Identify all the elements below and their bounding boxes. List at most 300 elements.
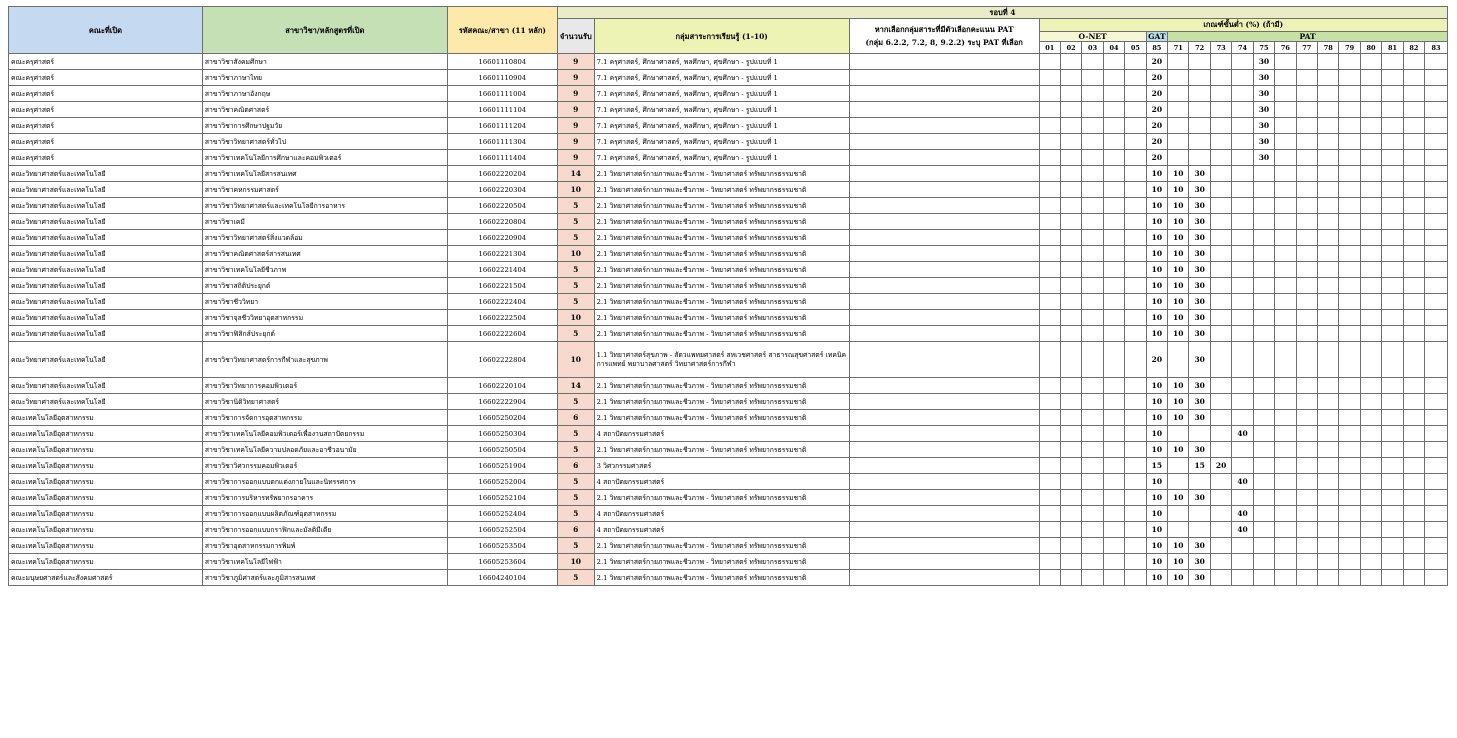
score-cell-73 [1210, 214, 1231, 230]
score-cell-82 [1403, 102, 1424, 118]
table-row [9, 378, 1448, 394]
score-cell-77 [1296, 214, 1317, 230]
header-subcol-77: 77 [1296, 42, 1317, 54]
score-cell-05 [1125, 554, 1146, 570]
score-cell-81 [1382, 458, 1403, 474]
seats-cell: 5 [557, 262, 594, 278]
score-cell-02 [1060, 86, 1081, 102]
score-cell-76 [1275, 230, 1296, 246]
group-cell: 2.1 วิทยาศาสตร์กายภาพและชีวภาพ - วิทยาศาสตร์ ทรัพยากรธรรมชาติ [594, 230, 849, 246]
score-cell-73 [1210, 70, 1231, 86]
faculty-cell: คณะครุศาสตร์ [9, 102, 203, 118]
score-cell-77 [1296, 570, 1317, 586]
score-cell-82 [1403, 342, 1424, 378]
score-cell-85: 10 [1146, 246, 1167, 262]
score-cell-80 [1360, 474, 1381, 490]
header-faculty: คณะที่เปิด [9, 7, 203, 54]
table-row [9, 102, 1448, 118]
header-subcol-71: 71 [1168, 42, 1189, 54]
score-cell-01 [1039, 538, 1060, 554]
score-cell-04 [1103, 458, 1124, 474]
group-cell: 2.1 วิทยาศาสตร์กายภาพและชีวภาพ - วิทยาศาสตร์ ทรัพยากรธรรมชาติ [594, 214, 849, 230]
score-cell-78 [1318, 522, 1339, 538]
group-cell: 7.1 ครุศาสตร์, ศึกษาศาสตร์, พลศึกษา, ศุขศึกษา - รูปแบบที่ 1 [594, 118, 849, 134]
score-cell-82 [1403, 214, 1424, 230]
score-cell-81 [1382, 198, 1403, 214]
score-cell-80 [1360, 214, 1381, 230]
score-cell-85: 10 [1146, 410, 1167, 426]
score-cell-75 [1253, 278, 1274, 294]
program-cell: สาขาวิชาการบริหารทรัพยากรอาคาร [202, 490, 447, 506]
score-cell-03 [1082, 54, 1103, 70]
score-cell-82 [1403, 54, 1424, 70]
score-cell-05 [1125, 378, 1146, 394]
score-cell-81 [1382, 474, 1403, 490]
score-cell-80 [1360, 246, 1381, 262]
code-cell: 16601111104 [447, 102, 557, 118]
score-cell-80 [1360, 506, 1381, 522]
pat-choice-cell [849, 134, 1039, 150]
table-row [9, 230, 1448, 246]
score-cell-75: 30 [1253, 134, 1274, 150]
score-cell-71 [1168, 102, 1189, 118]
score-cell-71: 10 [1168, 310, 1189, 326]
score-cell-05 [1125, 570, 1146, 586]
seats-cell: 9 [557, 86, 594, 102]
score-cell-03 [1082, 102, 1103, 118]
code-cell: 16602222504 [447, 310, 557, 326]
score-cell-81 [1382, 310, 1403, 326]
score-cell-74 [1232, 262, 1253, 278]
score-cell-74: 40 [1232, 506, 1253, 522]
score-cell-02 [1060, 490, 1081, 506]
seats-cell: 9 [557, 118, 594, 134]
score-cell-05 [1125, 474, 1146, 490]
score-cell-71 [1168, 522, 1189, 538]
score-cell-85: 10 [1146, 554, 1167, 570]
score-cell-04 [1103, 522, 1124, 538]
score-cell-05 [1125, 410, 1146, 426]
code-cell: 16604240104 [447, 570, 557, 586]
score-cell-05 [1125, 70, 1146, 86]
score-cell-04 [1103, 410, 1124, 426]
code-cell: 16602222604 [447, 326, 557, 342]
score-cell-82 [1403, 458, 1424, 474]
score-cell-74 [1232, 378, 1253, 394]
score-cell-81 [1382, 150, 1403, 166]
score-cell-76 [1275, 458, 1296, 474]
score-cell-85: 10 [1146, 230, 1167, 246]
score-cell-01 [1039, 458, 1060, 474]
score-cell-81 [1382, 410, 1403, 426]
score-cell-05 [1125, 150, 1146, 166]
code-cell: 16602220904 [447, 230, 557, 246]
score-cell-02 [1060, 102, 1081, 118]
score-cell-71 [1168, 54, 1189, 70]
score-cell-85: 20 [1146, 150, 1167, 166]
faculty-cell: คณะเทคโนโลยีอุตสาหกรรม [9, 426, 203, 442]
score-cell-03 [1082, 198, 1103, 214]
score-cell-77 [1296, 134, 1317, 150]
score-cell-79 [1339, 326, 1360, 342]
score-cell-85: 10 [1146, 198, 1167, 214]
score-cell-04 [1103, 134, 1124, 150]
faculty-cell: คณะเทคโนโลยีอุตสาหกรรม [9, 522, 203, 538]
group-cell: 4 สถาปัตยกรรมศาสตร์ [594, 522, 849, 538]
score-cell-76 [1275, 522, 1296, 538]
table-row [9, 118, 1448, 134]
program-cell: สาขาวิชาเคมี [202, 214, 447, 230]
score-cell-79 [1339, 294, 1360, 310]
score-cell-05 [1125, 134, 1146, 150]
program-cell: สาขาวิชาจุลชีววิทยาอุตสาหกรรม [202, 310, 447, 326]
score-cell-73 [1210, 134, 1231, 150]
code-cell: 16602220504 [447, 198, 557, 214]
score-cell-78 [1318, 150, 1339, 166]
pat-choice-cell [849, 410, 1039, 426]
code-cell: 16605253604 [447, 554, 557, 570]
score-cell-75 [1253, 294, 1274, 310]
score-cell-75 [1253, 262, 1274, 278]
score-cell-02 [1060, 278, 1081, 294]
score-cell-01 [1039, 474, 1060, 490]
score-cell-81 [1382, 378, 1403, 394]
score-cell-72: 30 [1189, 410, 1210, 426]
seats-cell: 9 [557, 134, 594, 150]
table-row [9, 394, 1448, 410]
score-cell-76 [1275, 86, 1296, 102]
score-cell-77 [1296, 538, 1317, 554]
seats-cell: 5 [557, 294, 594, 310]
score-cell-03 [1082, 474, 1103, 490]
score-cell-83 [1425, 474, 1448, 490]
score-cell-05 [1125, 294, 1146, 310]
score-cell-82 [1403, 490, 1424, 506]
table-row [9, 326, 1448, 342]
score-cell-71 [1168, 70, 1189, 86]
score-cell-04 [1103, 102, 1124, 118]
header-subcol-75: 75 [1253, 42, 1274, 54]
score-cell-03 [1082, 378, 1103, 394]
score-cell-80 [1360, 326, 1381, 342]
score-cell-76 [1275, 342, 1296, 378]
score-cell-78 [1318, 246, 1339, 262]
score-cell-79 [1339, 150, 1360, 166]
score-cell-78 [1318, 394, 1339, 410]
score-cell-05 [1125, 182, 1146, 198]
table-row [9, 506, 1448, 522]
score-cell-77 [1296, 262, 1317, 278]
score-cell-03 [1082, 214, 1103, 230]
score-cell-75: 30 [1253, 150, 1274, 166]
score-cell-73 [1210, 490, 1231, 506]
score-cell-03 [1082, 458, 1103, 474]
score-cell-71: 10 [1168, 538, 1189, 554]
score-cell-74 [1232, 166, 1253, 182]
score-cell-74 [1232, 570, 1253, 586]
score-cell-74 [1232, 294, 1253, 310]
score-cell-78 [1318, 326, 1339, 342]
program-cell: สาขาวิชาภาษาอังกฤษ [202, 86, 447, 102]
score-cell-78 [1318, 442, 1339, 458]
code-cell: 16601111404 [447, 150, 557, 166]
score-cell-77 [1296, 278, 1317, 294]
score-cell-76 [1275, 102, 1296, 118]
score-cell-73 [1210, 342, 1231, 378]
score-cell-83 [1425, 326, 1448, 342]
header-subcol-03: 03 [1082, 42, 1103, 54]
score-cell-73 [1210, 394, 1231, 410]
seats-cell: 5 [557, 506, 594, 522]
score-cell-02 [1060, 198, 1081, 214]
score-cell-85: 10 [1146, 326, 1167, 342]
score-cell-75 [1253, 326, 1274, 342]
group-cell: 3 วิศวกรรมศาสตร์ [594, 458, 849, 474]
score-cell-78 [1318, 490, 1339, 506]
pat-choice-cell [849, 490, 1039, 506]
score-cell-78 [1318, 54, 1339, 70]
score-cell-03 [1082, 326, 1103, 342]
score-cell-03 [1082, 490, 1103, 506]
score-cell-79 [1339, 134, 1360, 150]
score-cell-81 [1382, 522, 1403, 538]
score-cell-76 [1275, 166, 1296, 182]
faculty-cell: คณะเทคโนโลยีอุตสาหกรรม [9, 538, 203, 554]
score-cell-80 [1360, 54, 1381, 70]
code-cell: 16601110904 [447, 70, 557, 86]
score-cell-03 [1082, 134, 1103, 150]
code-cell: 16601111304 [447, 134, 557, 150]
score-cell-81 [1382, 294, 1403, 310]
score-cell-04 [1103, 150, 1124, 166]
score-cell-75 [1253, 198, 1274, 214]
score-cell-79 [1339, 458, 1360, 474]
pat-choice-cell [849, 426, 1039, 442]
group-cell: 7.1 ครุศาสตร์, ศึกษาศาสตร์, พลศึกษา, ศุขศึกษา - รูปแบบที่ 1 [594, 86, 849, 102]
code-cell: 16605252004 [447, 474, 557, 490]
score-cell-72: 30 [1189, 310, 1210, 326]
score-cell-05 [1125, 230, 1146, 246]
score-cell-83 [1425, 570, 1448, 586]
score-cell-71 [1168, 86, 1189, 102]
header-code: รหัสคณะ/สาขา (11 หลัก) [447, 7, 557, 54]
program-cell: สาขาวิชาฟิสิกส์ประยุกต์ [202, 326, 447, 342]
faculty-cell: คณะเทคโนโลยีอุตสาหกรรม [9, 442, 203, 458]
score-cell-73 [1210, 166, 1231, 182]
seats-cell: 5 [557, 538, 594, 554]
score-cell-72: 30 [1189, 442, 1210, 458]
score-cell-76 [1275, 134, 1296, 150]
score-cell-05 [1125, 442, 1146, 458]
score-cell-02 [1060, 538, 1081, 554]
code-cell: 16605250304 [447, 426, 557, 442]
score-cell-80 [1360, 102, 1381, 118]
score-cell-82 [1403, 410, 1424, 426]
score-cell-76 [1275, 118, 1296, 134]
score-cell-82 [1403, 230, 1424, 246]
score-cell-78 [1318, 278, 1339, 294]
score-cell-73 [1210, 538, 1231, 554]
score-cell-71: 10 [1168, 246, 1189, 262]
score-cell-01 [1039, 570, 1060, 586]
code-cell: 16605250504 [447, 442, 557, 458]
seats-cell: 6 [557, 522, 594, 538]
code-cell: 16605252104 [447, 490, 557, 506]
score-cell-81 [1382, 490, 1403, 506]
header-subcol-01: 01 [1039, 42, 1060, 54]
score-cell-05 [1125, 262, 1146, 278]
score-cell-73 [1210, 262, 1231, 278]
score-cell-81 [1382, 102, 1403, 118]
score-cell-80 [1360, 554, 1381, 570]
pat-choice-cell [849, 458, 1039, 474]
score-cell-04 [1103, 230, 1124, 246]
group-cell: 2.1 วิทยาศาสตร์กายภาพและชีวภาพ - วิทยาศาสตร์ ทรัพยากรธรรมชาติ [594, 310, 849, 326]
pat-choice-cell [849, 182, 1039, 198]
score-cell-01 [1039, 166, 1060, 182]
score-cell-04 [1103, 442, 1124, 458]
score-cell-05 [1125, 246, 1146, 262]
score-cell-83 [1425, 214, 1448, 230]
pat-choice-cell [849, 394, 1039, 410]
score-cell-05 [1125, 458, 1146, 474]
score-cell-81 [1382, 554, 1403, 570]
score-cell-79 [1339, 102, 1360, 118]
program-cell: สาขาวิชาวิศวกรรมคอมพิวเตอร์ [202, 458, 447, 474]
score-cell-73 [1210, 246, 1231, 262]
score-cell-78 [1318, 474, 1339, 490]
score-cell-81 [1382, 394, 1403, 410]
score-cell-78 [1318, 118, 1339, 134]
code-cell: 16602222804 [447, 342, 557, 378]
score-cell-03 [1082, 410, 1103, 426]
group-cell: 7.1 ครุศาสตร์, ศึกษาศาสตร์, พลศึกษา, ศุขศึกษา - รูปแบบที่ 1 [594, 54, 849, 70]
score-cell-82 [1403, 86, 1424, 102]
score-cell-73 [1210, 326, 1231, 342]
score-cell-75 [1253, 378, 1274, 394]
pat-choice-cell [849, 522, 1039, 538]
score-cell-79 [1339, 54, 1360, 70]
score-cell-79 [1339, 442, 1360, 458]
group-cell: 2.1 วิทยาศาสตร์กายภาพและชีวภาพ - วิทยาศาสตร์ ทรัพยากรธรรมชาติ [594, 278, 849, 294]
score-cell-02 [1060, 342, 1081, 378]
score-cell-74 [1232, 458, 1253, 474]
score-cell-81 [1382, 246, 1403, 262]
score-cell-81 [1382, 118, 1403, 134]
score-cell-01 [1039, 54, 1060, 70]
score-cell-85: 10 [1146, 294, 1167, 310]
faculty-cell: คณะครุศาสตร์ [9, 54, 203, 70]
score-cell-83 [1425, 70, 1448, 86]
header-seats: จำนวนรับ [557, 19, 594, 54]
score-cell-05 [1125, 394, 1146, 410]
score-cell-01 [1039, 134, 1060, 150]
score-cell-83 [1425, 490, 1448, 506]
group-cell: 2.1 วิทยาศาสตร์กายภาพและชีวภาพ - วิทยาศาสตร์ ทรัพยากรธรรมชาติ [594, 326, 849, 342]
group-cell: 2.1 วิทยาศาสตร์กายภาพและชีวภาพ - วิทยาศาสตร์ ทรัพยากรธรรมชาติ [594, 166, 849, 182]
score-cell-82 [1403, 134, 1424, 150]
seats-cell: 9 [557, 54, 594, 70]
score-cell-74 [1232, 214, 1253, 230]
score-cell-73 [1210, 442, 1231, 458]
score-cell-02 [1060, 410, 1081, 426]
score-cell-79 [1339, 426, 1360, 442]
score-cell-85: 10 [1146, 166, 1167, 182]
score-cell-04 [1103, 166, 1124, 182]
score-cell-83 [1425, 522, 1448, 538]
score-cell-79 [1339, 230, 1360, 246]
score-cell-02 [1060, 262, 1081, 278]
score-cell-03 [1082, 426, 1103, 442]
score-cell-74 [1232, 134, 1253, 150]
header-min-score: เกณฑ์ขั้นต่ำ (%) (ถ้ามี) [1039, 19, 1447, 32]
score-cell-77 [1296, 490, 1317, 506]
score-cell-72: 30 [1189, 278, 1210, 294]
score-cell-82 [1403, 278, 1424, 294]
code-cell: 16602221504 [447, 278, 557, 294]
score-cell-82 [1403, 166, 1424, 182]
score-cell-05 [1125, 102, 1146, 118]
table-row [9, 166, 1448, 182]
score-cell-85: 20 [1146, 54, 1167, 70]
faculty-cell: คณะวิทยาศาสตร์และเทคโนโลยี [9, 294, 203, 310]
score-cell-72 [1189, 86, 1210, 102]
score-cell-85: 20 [1146, 102, 1167, 118]
code-cell: 16605252404 [447, 506, 557, 522]
score-cell-76 [1275, 198, 1296, 214]
pat-choice-cell [849, 554, 1039, 570]
score-cell-71: 10 [1168, 326, 1189, 342]
header-onet: O-NET [1039, 32, 1146, 42]
score-cell-72 [1189, 474, 1210, 490]
faculty-cell: คณะเทคโนโลยีอุตสาหกรรม [9, 506, 203, 522]
score-cell-05 [1125, 86, 1146, 102]
table-row [9, 570, 1448, 586]
faculty-cell: คณะเทคโนโลยีอุตสาหกรรม [9, 458, 203, 474]
score-cell-75 [1253, 426, 1274, 442]
score-cell-85: 20 [1146, 70, 1167, 86]
pat-choice-cell [849, 278, 1039, 294]
score-cell-03 [1082, 150, 1103, 166]
score-cell-78 [1318, 426, 1339, 442]
score-cell-73 [1210, 554, 1231, 570]
score-cell-81 [1382, 262, 1403, 278]
header-subcol-78: 78 [1318, 42, 1339, 54]
program-cell: สาขาวิชาการออกแบบกราฟิกและมัลติมีเดีย [202, 522, 447, 538]
score-cell-01 [1039, 150, 1060, 166]
seats-cell: 5 [557, 198, 594, 214]
score-cell-72 [1189, 150, 1210, 166]
score-cell-71: 10 [1168, 198, 1189, 214]
score-cell-05 [1125, 342, 1146, 378]
score-cell-80 [1360, 182, 1381, 198]
program-cell: สาขาวิชาวิทยาศาสตร์ทั่วไป [202, 134, 447, 150]
score-cell-79 [1339, 86, 1360, 102]
pat-choice-cell [849, 54, 1039, 70]
score-cell-81 [1382, 538, 1403, 554]
score-cell-76 [1275, 570, 1296, 586]
score-cell-03 [1082, 86, 1103, 102]
score-cell-73 [1210, 378, 1231, 394]
score-cell-75 [1253, 442, 1274, 458]
score-cell-80 [1360, 426, 1381, 442]
score-cell-83 [1425, 458, 1448, 474]
program-cell: สาขาวิชาเทคโนโลยีคอมพิวเตอร์เพื่องานสถาปัตยกรรม [202, 426, 447, 442]
score-cell-73 [1210, 474, 1231, 490]
program-cell: สาขาวิชาเทคโนโลยีไฟฟ้า [202, 554, 447, 570]
score-cell-71 [1168, 506, 1189, 522]
score-cell-74 [1232, 410, 1253, 426]
